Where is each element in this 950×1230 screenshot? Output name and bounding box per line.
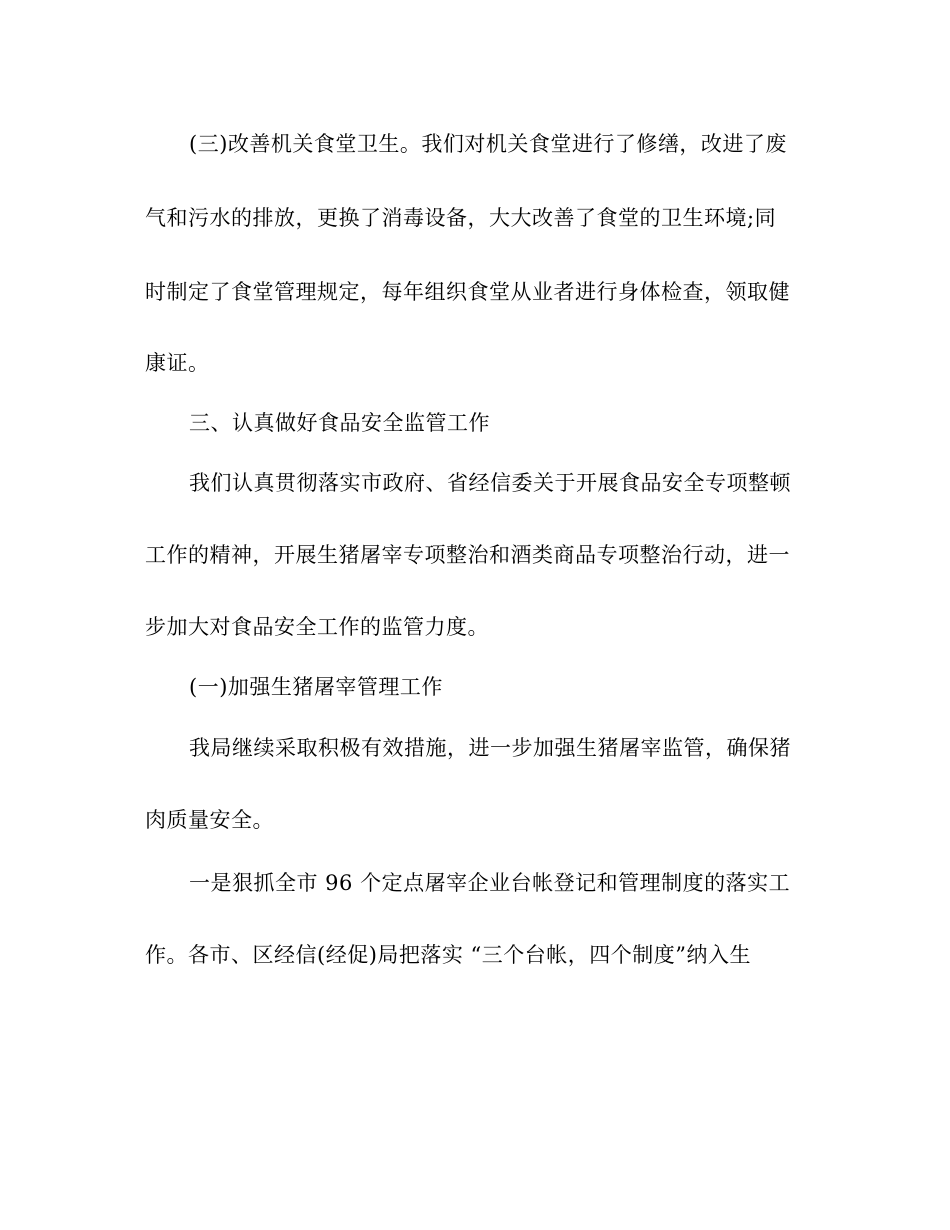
- paragraph-line: (三)改善机关食堂卫生。我们对机关食堂进行了修缮，改进了废: [189, 132, 787, 156]
- subsection-heading: (一)加强生猪屠宰管理工作: [189, 675, 443, 699]
- section-heading: 三、认真做好食品安全监管工作: [189, 411, 490, 435]
- paragraph-line: 作。各市、区经信(经促)局把落实 “三个台帐，四个制度”纳入生: [145, 943, 752, 967]
- paragraph-line: 气和污水的排放，更换了消毒设备，大大改善了食堂的卫生环境;同: [145, 206, 777, 230]
- paragraph-line: 工作的精神，开展生猪屠宰专项整治和酒类商品专项整治行动，进一: [145, 543, 790, 567]
- paragraph-line: 一是狠抓全市 96 个定点屠宰企业台帐登记和管理制度的落实工: [189, 871, 791, 895]
- paragraph-line: 我局继续采取积极有效措施，进一步加强生猪屠宰监管，确保猪: [189, 736, 791, 760]
- paragraph-line: 步加大对食品安全工作的监管力度。: [145, 615, 489, 639]
- paragraph-line: 康证。: [145, 351, 210, 375]
- paragraph-line: 我们认真贯彻落实市政府、省经信委关于开展食品安全专项整顿: [189, 471, 791, 495]
- paragraph-line: 时制定了食堂管理规定，每年组织食堂从业者进行身体检查，领取健: [145, 280, 790, 304]
- paragraph-line: 肉质量安全。: [145, 808, 274, 832]
